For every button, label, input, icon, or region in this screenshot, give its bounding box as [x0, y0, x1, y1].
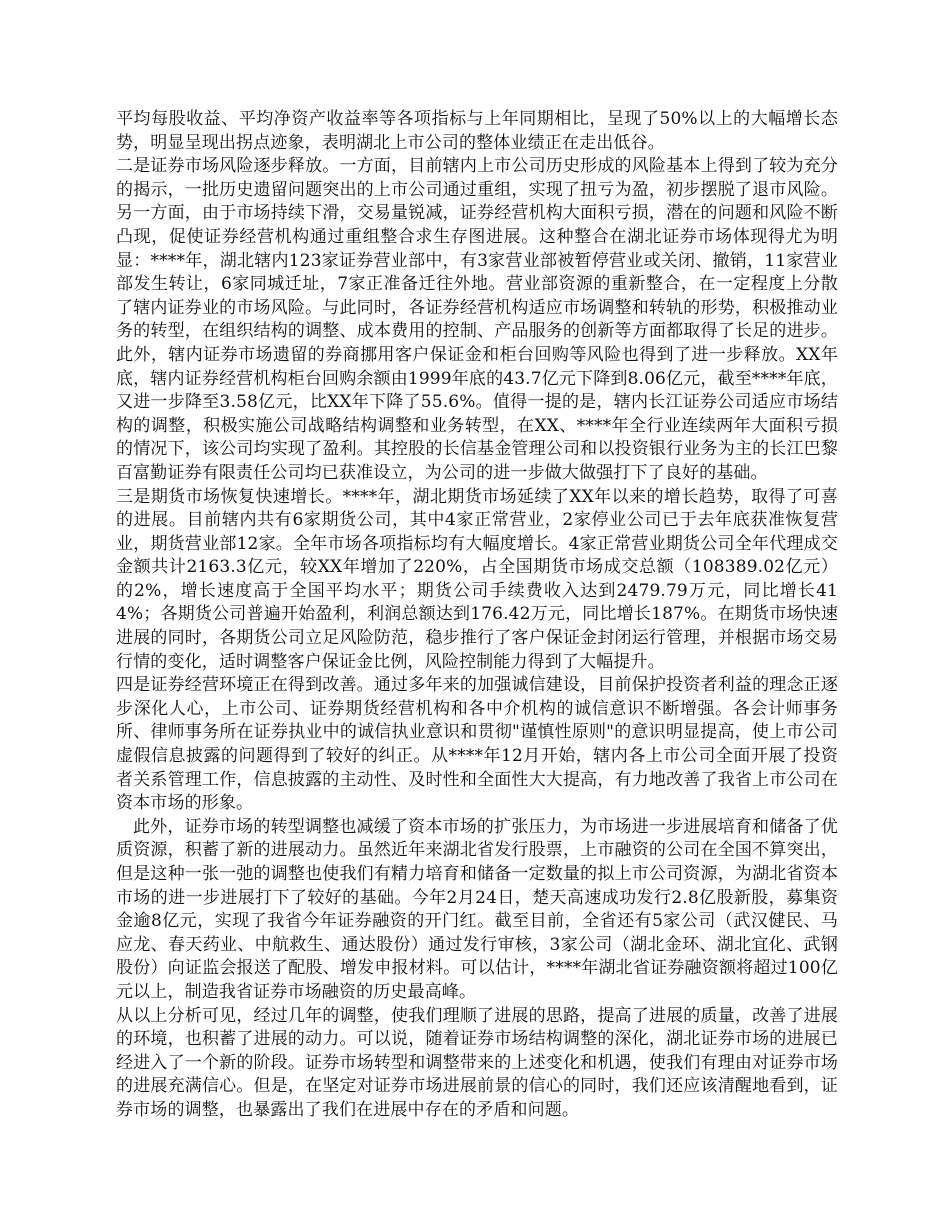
paragraph-futures-growth: 三是期货市场恢复快速增长。****年，湖北期货市场延续了XX年以来的增长趋势，取得了可喜的进展。目前辖内共有6家期货公司，其中4家正常营业，2家停业公司已于去年底获准恢复营业，期货营业部12家。全年市场各项指标均有大幅度增长。4家正常营业期货公司全年代理成交金额共计2163.3亿元，较XX年增加了220%，占全国期货市场成交总额（108389.02亿元）的2%，增长速度高于全国平均水平；期货公司手续费收入达到2479.79万元，同比增长414%；各期货公司普遍开始盈利，利润总额达到176.42万元，同比增长187%。在期货市场快速进展的同时，各期货公司立足风险防范，稳步推行了客户保证金封闭运行管理，并根据市场交易行情的变化，适时调整客户保证金比例，风险控制能力得到了大幅提升。: [116, 486, 838, 672]
paragraph-risk-release: 二是证券市场风险逐步释放。一方面，目前辖内上市公司历史形成的风险基本上得到了较为充分的揭示，一批历史遗留问题突出的上市公司通过重组，实现了扭亏为盈，初步摆脱了退市风险。另一方面，由于市场持续下滑，交易量锐减，证券经营机构大面积亏损，潜在的问题和风险不断凸现，促使证券经营机构通过重组整合求生存图进展。这种整合在湖北证券市场体现得尤为明显：****年，湖北辖内123家证券营业部中，有3家营业部被暂停营业或关闭、撤销，11家营业部发生转让，6家同城迁址，7家正准备迁往外地。营业部资源的重新整合，在一定程度上分散了辖内证券业的市场风险。与此同时，各证券经营机构适应市场调整和转轨的形势，积极推动业务的转型，在组织结构的调整、成本费用的控制、产品服务的创新等方面都取得了长足的进步。此外，辖内证券市场遗留的券商挪用客户保证金和柜台回购等风险也得到了进一步释放。XX年底，辖内证券经营机构柜台回购余额由1999年底的43.7亿元下降到8.06亿元，截至****年底，又进一步降至3.58亿元，比XX年下降了55.6%。值得一提的是，辖内长江证券公司适应市场结构的调整，积极实施公司战略结构调整和业务转型，在XX、****年全行业连续两年大面积亏损的情况下，该公司均实现了盈利。其控股的长信基金管理公司和以投资银行业务为主的长江巴黎百富勤证券有限责任公司均已获准设立，为公司的进一步做大做强打下了良好的基础。: [116, 156, 838, 483]
paragraph-performance-summary: 平均每股收益、平均净资产收益率等各项指标与上年同期相比，呈现了50%以上的大幅增长态势，明显呈现出拐点迹象，表明湖北上市公司的整体业绩正在走出低谷。: [116, 109, 838, 153]
paragraph-conclusion: 从以上分析可见，经过几年的调整，使我们理顺了进展的思路，提高了进展的质量，改善了进展的环境，也积蓄了进展的动力。可以说，随着证券市场结构调整的深化，湖北证券市场的进展已经进入了一个新的阶段。证券市场转型和调整带来的上述变化和机遇，使我们有理由对证券市场的进展充满信心。但是，在坚定对证券市场进展前景的信心的同时，我们还应该清醒地看到，证券市场的调整，也暴露出了我们在进展中存在的矛盾和问题。: [116, 1005, 838, 1120]
paragraph-resource-reserve: 此外，证券市场的转型调整也减缓了资本市场的扩张压力，为市场进一步进展培育和储备了优质资源，积蓄了新的进展动力。虽然近年来湖北省发行股票，上市融资的公司在全国不算突出，但是这种一张一弛的调整也使我们有精力培育和储备一定数量的拟上市公司资源，为湖北省资本市场的进一步进展打下了较好的基础。今年2月24日，楚天高速成功发行2.8亿股新股，募集资金逾8亿元，实现了我省今年证券融资的开门红。截至目前，全省还有5家公司（武汉健民、马应龙、春天药业、中航救生、通达股份）通过发行审核，3家公司（湖北金环、湖北宜化、武钢股份）向证监会报送了配股、增发申报材料。可以估计，****年湖北省证券融资额将超过100亿元以上，制造我省证券市场融资的历史最高峰。: [116, 816, 838, 1002]
paragraph-environment-improvement: 四是证券经营环境正在得到改善。通过多年来的加强诚信建设，目前保护投资者利益的理念正逐步深化人心，上市公司、证券期货经营机构和各中介机构的诚信意识不断增强。各会计师事务所、律师事务所在证券执业中的诚信执业意识和贯彻"谨慎性原则"的意识明显提高，使上市公司虚假信息披露的问题得到了较好的纠正。从****年12月开始，辖内各上市公司全面开展了投资者关系管理工作，信息披露的主动性、及时性和全面性大大提高，有力地改善了我省上市公司在资本市场的形象。: [116, 675, 838, 814]
